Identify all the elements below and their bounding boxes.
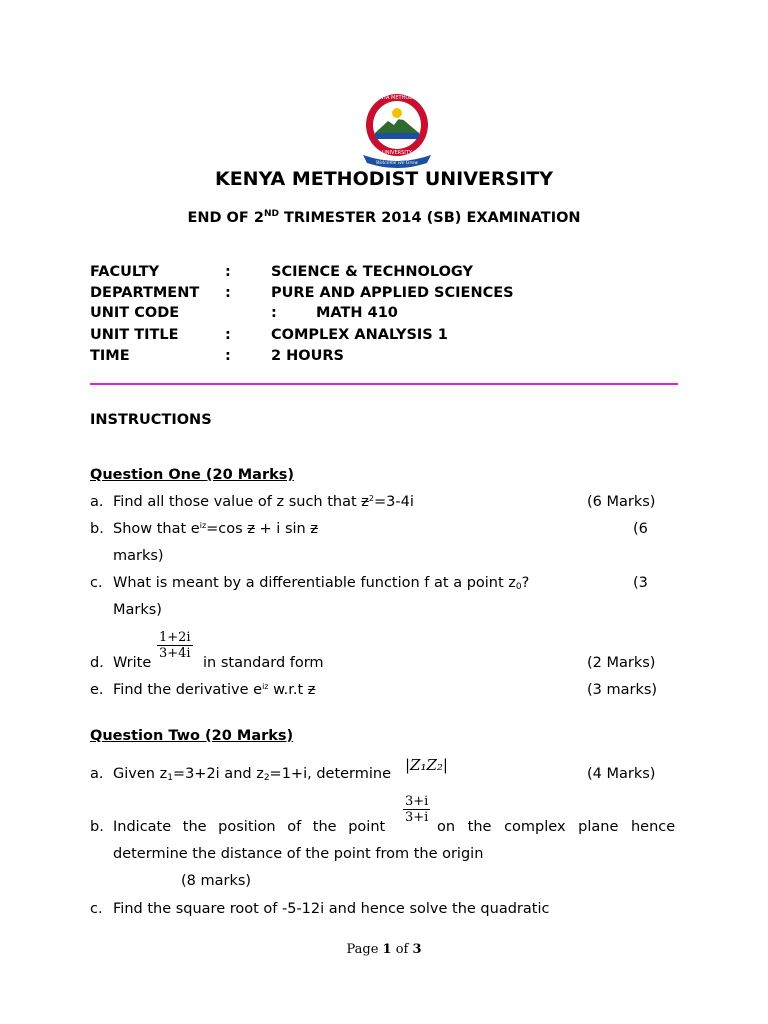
meta-sep: :	[225, 327, 231, 343]
question-two-heading: Question Two (20 Marks)	[90, 728, 294, 744]
marks: (6	[633, 521, 648, 537]
marks-continued: Marks)	[113, 602, 162, 618]
modulus-expression: |Z₁Z₂|	[405, 756, 448, 774]
meta-label-faculty: FACULTY	[90, 264, 160, 280]
meta-sep: :	[225, 264, 231, 280]
university-logo	[360, 91, 434, 169]
marks: (4 Marks)	[587, 766, 656, 782]
marks: (3 marks)	[587, 682, 658, 698]
logo-text-bottom: UNIVERSITY	[382, 150, 412, 156]
university-title: KENYA METHODIST UNIVERSITY	[214, 168, 554, 190]
meta-label-unit-code: UNIT CODE	[90, 305, 180, 321]
meta-value-time: 2 HOURS	[271, 348, 344, 364]
marks-continued: marks)	[113, 548, 164, 564]
exam-title: END OF 2ND TRIMESTER 2014 (SB) EXAMINATION	[187, 209, 581, 226]
marks: (6 Marks)	[587, 494, 656, 510]
meta-label-department: DEPARTMENT	[90, 285, 200, 301]
meta-sep: :	[225, 348, 231, 364]
meta-value-faculty: SCIENCE & TECHNOLOGY	[271, 264, 473, 280]
meta-value-unit-title: COMPLEX ANALYSIS 1	[271, 327, 448, 343]
question-one-heading: Question One (20 Marks)	[90, 467, 294, 483]
marks: (8 marks)	[181, 873, 252, 889]
logo-text-top: KENYA METHODIST	[373, 95, 421, 101]
meta-sep: :	[271, 305, 277, 321]
meta-value-unit-code: MATH 410	[316, 305, 398, 321]
marks: (3	[633, 575, 648, 591]
fraction: $\frac{3+i}{3+i}$	[405, 794, 429, 825]
marks: (2 Marks)	[587, 655, 656, 671]
meta-value-department: PURE AND APPLIED SCIENCES	[271, 285, 514, 301]
logo-motto: Welcome we Grow	[375, 161, 419, 166]
meta-label-unit-title: UNIT TITLE	[90, 327, 179, 343]
divider-line	[90, 383, 678, 385]
instructions-heading: INSTRUCTIONS	[90, 412, 212, 428]
meta-sep: :	[225, 285, 231, 301]
fraction: $\frac{1+2i}{3+4i}$	[159, 630, 191, 661]
meta-label-time: TIME	[90, 348, 130, 364]
page-footer: Page 1 of 3	[346, 942, 422, 957]
